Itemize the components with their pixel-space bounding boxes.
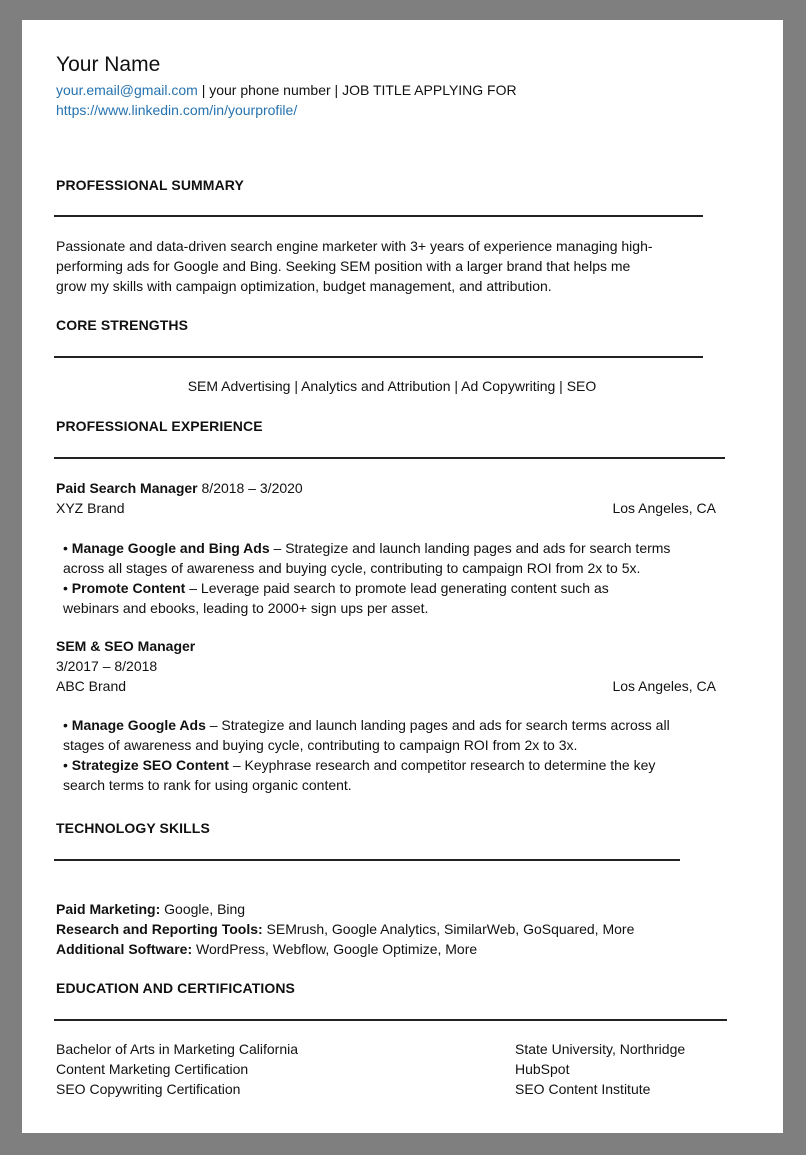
summary-heading: PROFESSIONAL SUMMARY [56, 177, 244, 193]
section-divider [54, 356, 703, 358]
bullet-continuation: across all stages of awareness and buying cycle, contributing to campaign ROI from 2x to 5x. [63, 560, 641, 576]
bullet-continuation: webinars and ebooks, leading to 2000+ sign ups per asset. [63, 600, 429, 616]
tech-heading: TECHNOLOGY SKILLS [56, 820, 210, 836]
job-header [56, 636, 195, 656]
skill-row: Paid Marketing: Google, Bing [56, 901, 246, 917]
summary-line: grow my skills with campaign optimization, budget management, and attribution. [56, 278, 552, 294]
job-bullets [63, 538, 743, 618]
email-link[interactable]: your.email@gmail.com [56, 82, 198, 98]
job-header [56, 478, 303, 498]
section-divider [54, 215, 703, 217]
strengths-heading: CORE STRENGTHS [56, 317, 189, 333]
job-title: SEM & SEO Manager [56, 638, 196, 654]
bullet-continuation: stages of awareness and buying cycle, contributing to campaign ROI from 2x to 3x. [63, 737, 578, 753]
separator: | [197, 82, 210, 98]
job-location: Los Angeles, CA [612, 678, 716, 694]
resume-page [22, 20, 783, 1133]
company-name: XYZ Brand [56, 500, 125, 516]
education-item: Content Marketing Certification [56, 1061, 249, 1077]
strengths-list: SEM Advertising | Analytics and Attribution | Ad Copywriting | SEO [187, 378, 597, 394]
institution: HubSpot [515, 1061, 570, 1077]
job-bullets [63, 715, 753, 795]
job-dates: 3/2017 – 8/2018 [56, 658, 158, 674]
summary-text [56, 236, 746, 296]
bullet-item: • Manage Google and Bing Ads – Strategize and launch landing pages and ads for search terms [63, 540, 671, 556]
tech-skills [56, 899, 634, 959]
section-divider [54, 859, 680, 861]
section-divider [54, 457, 725, 459]
job-title: Paid Search Manager [56, 480, 198, 496]
education-item: Bachelor of Arts in Marketing California [56, 1041, 298, 1057]
separator: | [330, 82, 343, 98]
education-items [56, 1039, 298, 1099]
summary-line: performing ads for Google and Bing. Seeking SEM position with a larger brand that helps me [56, 258, 631, 274]
skill-row: Additional Software: WordPress, Webflow, Google Optimize, More [56, 941, 478, 957]
company-name: ABC Brand [56, 678, 127, 694]
phone-number: your phone number [209, 82, 331, 98]
section-divider [54, 1019, 727, 1021]
institution: SEO Content Institute [515, 1081, 651, 1097]
bullet-item: • Manage Google Ads – Strategize and launch landing pages and ads for search terms across all [63, 717, 670, 733]
contact-line [56, 82, 517, 98]
summary-line: Passionate and data-driven search engine marketer with 3+ years of experience managing high- [56, 238, 653, 254]
experience-heading: PROFESSIONAL EXPERIENCE [56, 418, 263, 434]
skill-row: Research and Reporting Tools: SEMrush, Google Analytics, SimilarWeb, GoSquared, More [56, 921, 635, 937]
education-institutions [515, 1039, 685, 1099]
job-dates: 8/2018 – 3/2020 [197, 480, 303, 496]
job-title: JOB TITLE APPLYING FOR [342, 82, 517, 98]
bullet-continuation: search terms to rank for using organic content. [63, 777, 352, 793]
institution: State University, Northridge [515, 1041, 686, 1057]
education-heading: EDUCATION AND CERTIFICATIONS [56, 980, 295, 996]
bullet-item: • Promote Content – Leverage paid search to promote lead generating content such as [63, 580, 609, 596]
candidate-name: Your Name [56, 53, 161, 76]
education-item: SEO Copywriting Certification [56, 1081, 241, 1097]
linkedin-link[interactable]: https://www.linkedin.com/in/yourprofile/ [56, 102, 298, 118]
job-location: Los Angeles, CA [612, 500, 716, 516]
bullet-item: • Strategize SEO Content – Keyphrase research and competitor research to determine the key [63, 757, 656, 773]
